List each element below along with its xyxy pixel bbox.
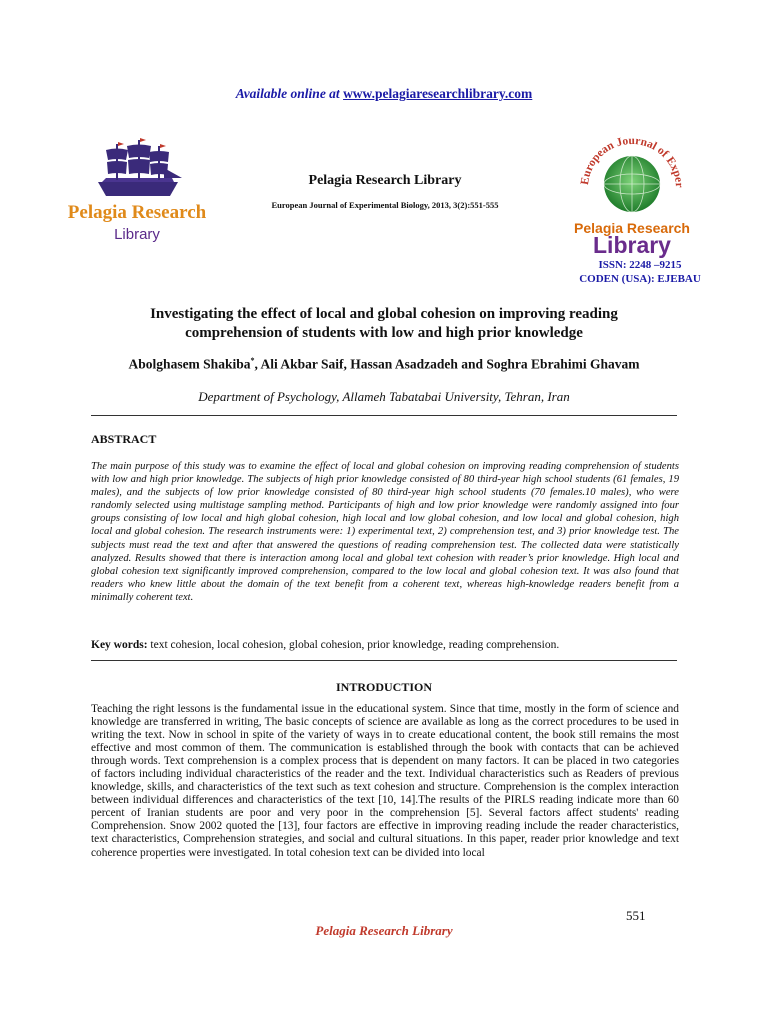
abstract-body: The main purpose of this study was to examine the effect of local and global cohesion on improving reading comprehension of students with low and high prior knowledge. The subjects of high prior knowledge consisted of 80 third-year high school students (61 females, 19 males), and the subjects of low prior knowledge consisted of 80 third-year high school students (70 females.10 males), who were randomly selected using multistage sampling method. Participants of high and low prior knowledge were randomly assigned into four groups consisting of low local and high global cohesion, high local and low global cohesion, and low local and global cohesion, high local and global cohesion. The research instruments were: 1) experimental text, 2) comprehension test, and 3) prior knowledge test. The subjects must read the text and after that answered the questions of reading comprehension test. The collected data were statistically analyzed. Results showed that there is interaction among local and global text cohesion with reader’s prior knowledge. High local and global cohesion text significantly improved comprehension, compared to the low local and global cohesion text. It was also found that readers who knew little about the domain of the text benefit from a coherent text, whereas high-knowledge readers benefit from a minimally coherent text. — [91, 461, 679, 603]
header-library-name: Pelagia Research Library — [308, 173, 462, 188]
abstract-heading: ABSTRACT — [91, 432, 157, 446]
availability-line — [0, 86, 768, 102]
logo-ring-text: European Journal of Exper — [579, 134, 686, 189]
coden-text: CODEN (USA): EJEBAU — [579, 273, 701, 285]
keywords — [91, 639, 679, 651]
journal-url-link[interactable]: www.pelagiaresearchlibrary.com — [343, 86, 533, 101]
left-logo-name-line1: Pelagia Research — [67, 202, 207, 223]
divider-bottom — [91, 660, 677, 661]
globe-icon — [552, 132, 712, 232]
other-authors: , Ali Akbar Saif, Hassan Asadzadeh and Soghra Ebrahimi Ghavam — [254, 356, 640, 372]
page-number: 551 — [626, 908, 646, 923]
right-logo-name-line2: Library — [593, 232, 671, 258]
article-title — [80, 305, 688, 343]
affiliation: Department of Psychology, Allameh Tabatabai University, Tehran, Iran — [198, 389, 570, 404]
pelagia-logo-left — [64, 138, 210, 248]
divider-top — [91, 415, 677, 416]
availability-prefix: Available online at — [235, 86, 344, 101]
issn-block — [560, 258, 720, 286]
keywords-text: text cohesion, local cohesion, global cohesion, prior knowledge, reading comprehension. — [147, 639, 560, 651]
keywords-label: Key words: — [91, 639, 148, 651]
title-line-2: comprehension of students with low and high prior knowledge — [185, 325, 583, 341]
first-author: Abolghasem Shakiba — [128, 356, 251, 372]
introduction-body: Teaching the right lessons is the fundamental issue in the educational system. Since that time, mostly in the form of science and knowledge are transferred in writing, The basic concepts of science are available as long as the correct procedures to be used in writing the text. Now in school in spite of the variety of ways in to create educational content, the book still remains the most effective and most common of them. The communication is established through the book with contacts that can be achieved through words. Text comprehension is a complex process that is dependent on many factors. It can be placed in two categories of factors including individual characteristics of the reader and the text. Individual characteristics such as Readers of previous knowledge, skills, and characteristics of the text such as text cohesion and structure. Comprehension is the complex interaction between individual differences and characteristics of the text [10, 14].The results of the PIRLS reading indicate more than 60 percent of Iranian students are poor and very poor in the comprehension [5]. Several factors affect students' reading Comprehension. Snow 2002 quoted the [13], four factors are effective in improving reading include the reader characteristics, text characteristics, Comprehension strategies, and social and cultural situations. In this paper, reader prior knowledge and text coherence properties were investigated. In total cohesion text can be divided into local — [91, 703, 679, 859]
title-line-1: Investigating the effect of local and global cohesion on improving reading — [150, 306, 618, 322]
right-logo-name-line1: Pelagia Research — [574, 220, 690, 236]
footer-library: Pelagia Research Library — [315, 923, 453, 938]
ship-icon — [92, 138, 184, 200]
journal-citation: European Journal of Experimental Biology, 2013, 3(2):551-555 — [271, 200, 499, 210]
issn-text: ISSN: 2248 –9215 — [598, 259, 682, 271]
author-list — [60, 356, 708, 373]
left-logo-name-line2: Library — [114, 226, 160, 243]
introduction-heading: INTRODUCTION — [335, 680, 432, 694]
corresponding-mark: * — [250, 356, 255, 365]
